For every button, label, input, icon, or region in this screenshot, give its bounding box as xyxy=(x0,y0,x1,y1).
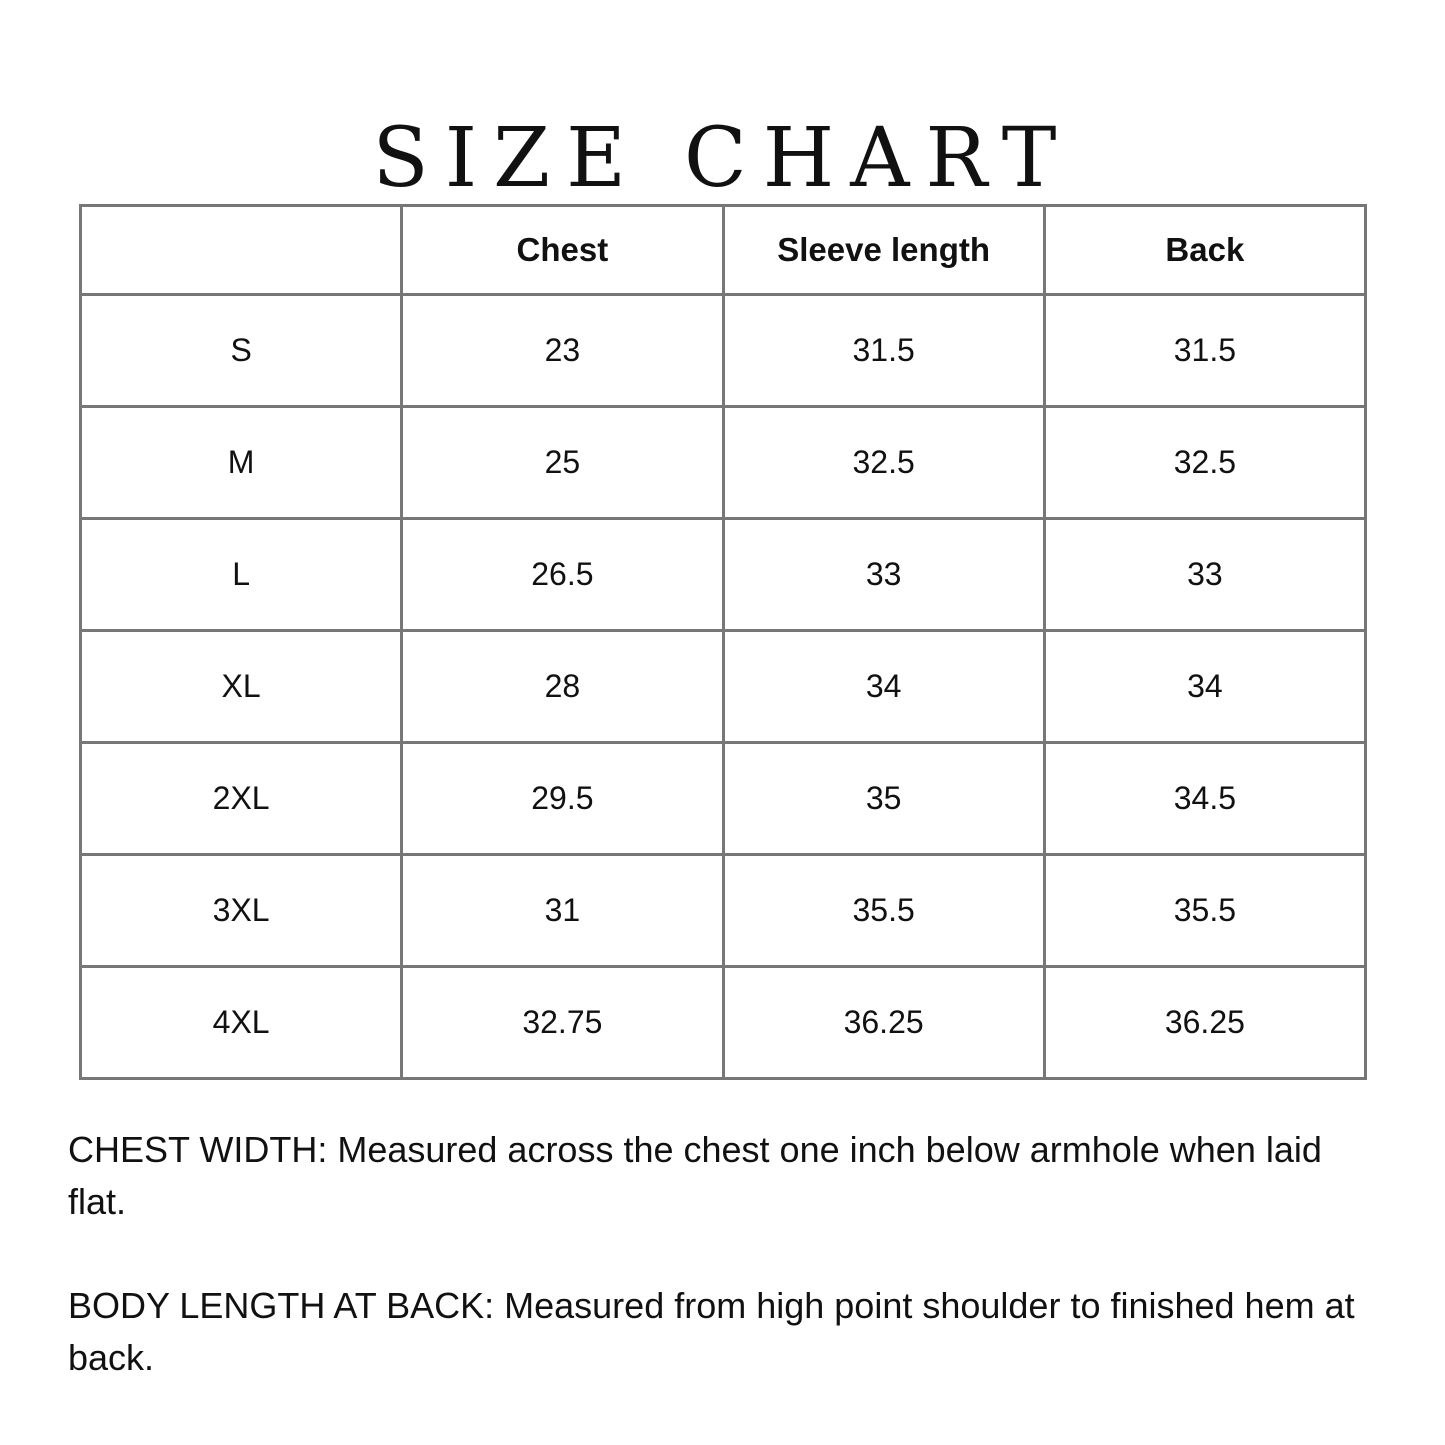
sleeve-length-cell: 35.5 xyxy=(723,855,1044,967)
column-header-back: Back xyxy=(1044,206,1365,295)
sleeve-length-cell: 33 xyxy=(723,519,1044,631)
chest-cell: 29.5 xyxy=(402,743,723,855)
table-row xyxy=(81,519,1366,631)
measurement-notes xyxy=(68,1124,1368,1436)
size-cell: L xyxy=(81,519,402,631)
chest-cell: 31 xyxy=(402,855,723,967)
chest-width-note: CHEST WIDTH: Measured across the chest one inch below armhole when laid flat. xyxy=(68,1129,1322,1222)
back-cell: 35.5 xyxy=(1044,855,1365,967)
size-cell: M xyxy=(81,407,402,519)
size-cell: 4XL xyxy=(81,967,402,1079)
chest-cell: 23 xyxy=(402,295,723,407)
size-cell: S xyxy=(81,295,402,407)
size-table xyxy=(79,204,1367,1080)
size-cell: 2XL xyxy=(81,743,402,855)
sleeve-length-cell: 34 xyxy=(723,631,1044,743)
back-cell: 34 xyxy=(1044,631,1365,743)
table-header-row xyxy=(81,206,1366,295)
sleeve-length-cell: 31.5 xyxy=(723,295,1044,407)
column-header-sleeve-length: Sleeve length xyxy=(723,206,1044,295)
back-cell: 36.25 xyxy=(1044,967,1365,1079)
back-cell: 33 xyxy=(1044,519,1365,631)
back-cell: 34.5 xyxy=(1044,743,1365,855)
size-cell: 3XL xyxy=(81,855,402,967)
back-cell: 31.5 xyxy=(1044,295,1365,407)
chest-cell: 28 xyxy=(402,631,723,743)
chest-cell: 25 xyxy=(402,407,723,519)
column-header-size xyxy=(81,206,402,295)
column-header-chest: Chest xyxy=(402,206,723,295)
page-title: SIZE CHART xyxy=(372,110,1073,206)
body-length-note: BODY LENGTH AT BACK: Measured from high point shoulder to finished hem at back. xyxy=(68,1285,1355,1378)
size-cell: XL xyxy=(81,631,402,743)
back-cell: 32.5 xyxy=(1044,407,1365,519)
table-row xyxy=(81,743,1366,855)
chest-cell: 26.5 xyxy=(402,519,723,631)
table-row xyxy=(81,967,1366,1079)
sleeve-length-cell: 32.5 xyxy=(723,407,1044,519)
table-row xyxy=(81,855,1366,967)
table-row xyxy=(81,295,1366,407)
table-row xyxy=(81,631,1366,743)
chest-cell: 32.75 xyxy=(402,967,723,1079)
sleeve-length-cell: 35 xyxy=(723,743,1044,855)
table-row xyxy=(81,407,1366,519)
sleeve-length-cell: 36.25 xyxy=(723,967,1044,1079)
